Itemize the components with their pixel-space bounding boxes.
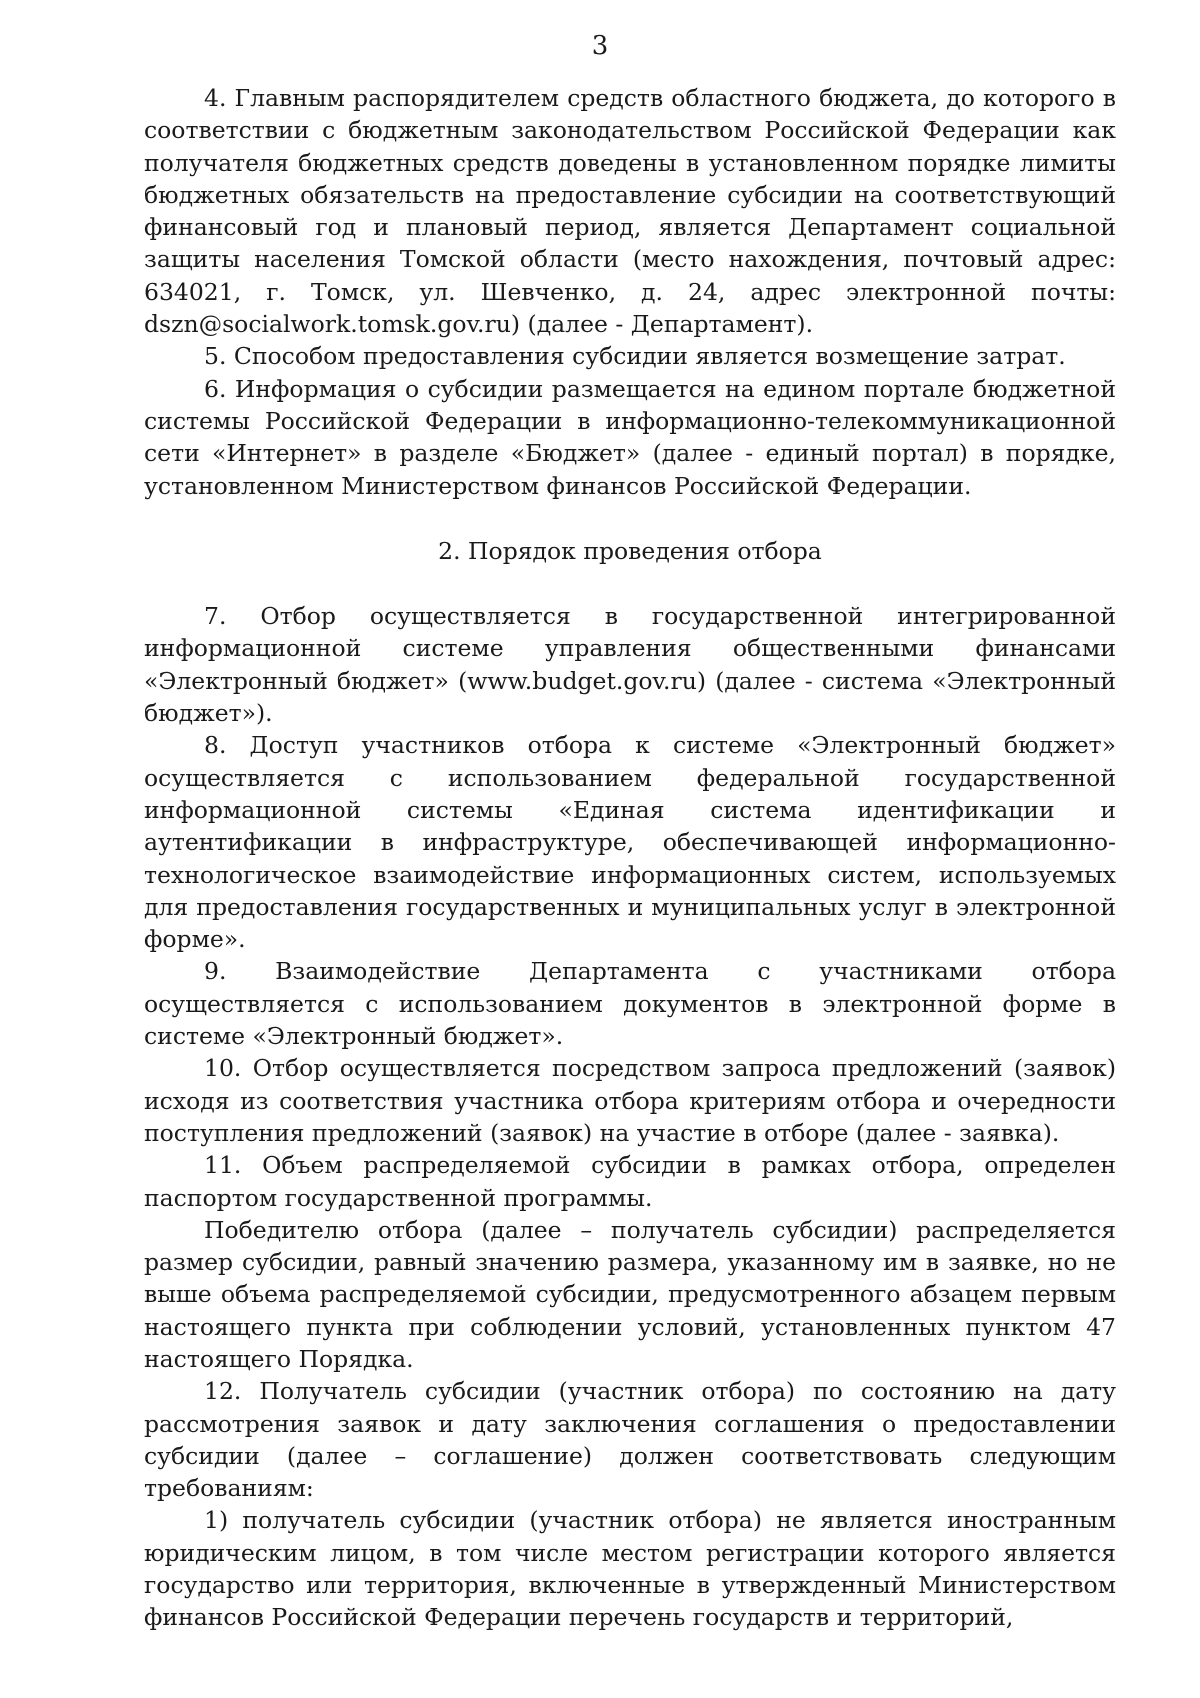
paragraph-11-continuation: Победителю отбора (далее – получатель субсидии) распределяется размер субсидии, равный значению размера, указанному им в заявке, но не выше объема распределяемой субсидии, предусмотренного абзацем первым настоящего пункта при соблюдении условий, установленных пунктом 47 настоящего Порядка. — [144, 1215, 1116, 1373]
paragraph-6: 6. Информация о субсидии размещается на едином портале бюджетной системы Российской Федерации в информационно-телекоммуникационной сети «Интернет» в разделе «Бюджет» (далее - единый портал) в порядке, установленном Министерством финансов Российской Федерации. — [144, 374, 1116, 500]
paragraph-11: 11. Объем распределяемой субсидии в рамках отбора, определен паспортом государственной программы. — [144, 1151, 1116, 1212]
page-number: 3 — [591, 31, 609, 61]
paragraph-12-item-1: 1) получатель субсидии (участник отбора) не является иностранным юридическим лицом, в том числе местом регистрации которого является государство или территория, включенные в утвержденный Министерством финансов Российской Федерации перечень государств и территорий, — [144, 1506, 1116, 1632]
document-body — [144, 82, 1116, 1634]
paragraph-8: 8. Доступ участников отбора к системе «Электронный бюджет» осуществляется с использованием федеральной государственной информационной системы «Единая система идентификации и аутентификации в инфраструктуре, обеспечивающей информационно-технологическое взаимодействие информационных систем, используемых для предоставления государственных и муниципальных услуг в электронной форме». — [144, 731, 1116, 954]
paragraph-10: 10. Отбор осуществляется посредством запроса предложений (заявок) исходя из соответствия участника отбора критериям отбора и очередности поступления предложений (заявок) на участие в отборе (далее - заявка). — [144, 1054, 1116, 1147]
paragraph-12: 12. Получатель субсидии (участник отбора) по состоянию на дату рассмотрения заявок и дату заключения соглашения о предоставлении субсидии (далее – соглашение) должен соответствовать следующим требованиям: — [144, 1377, 1116, 1503]
paragraph-4: 4. Главным распорядителем средств областного бюджета, до которого в соответствии с бюджетным законодательством Российской Федерации как получателя бюджетных средств доведены в установленном порядке лимиты бюджетных обязательств на предоставление субсидии на соответствующий финансовый год и плановый период, является Департамент социальной защиты населения Томской области (место нахождения, почтовый адрес: 634021, г. Томск, ул. Шевченко, д. 24, адрес электронной почты: dszn@socialwork.tomsk.gov.ru) (далее - Департамент). — [144, 84, 1116, 339]
paragraph-7: 7. Отбор осуществляется в государственной интегрированной информационной системе управления общественными финансами «Электронный бюджет» (www.budget.gov.ru) (далее - система «Электронный бюджет»). — [144, 602, 1116, 728]
paragraph-5: 5. Способом предоставления субсидии является возмещение затрат. — [204, 342, 1066, 371]
section-heading: 2. Порядок проведения отбора — [438, 536, 822, 565]
paragraph-9: 9. Взаимодействие Департамента с участниками отбора осуществляется с использованием документов в электронной форме в системе «Электронный бюджет». — [144, 957, 1116, 1051]
